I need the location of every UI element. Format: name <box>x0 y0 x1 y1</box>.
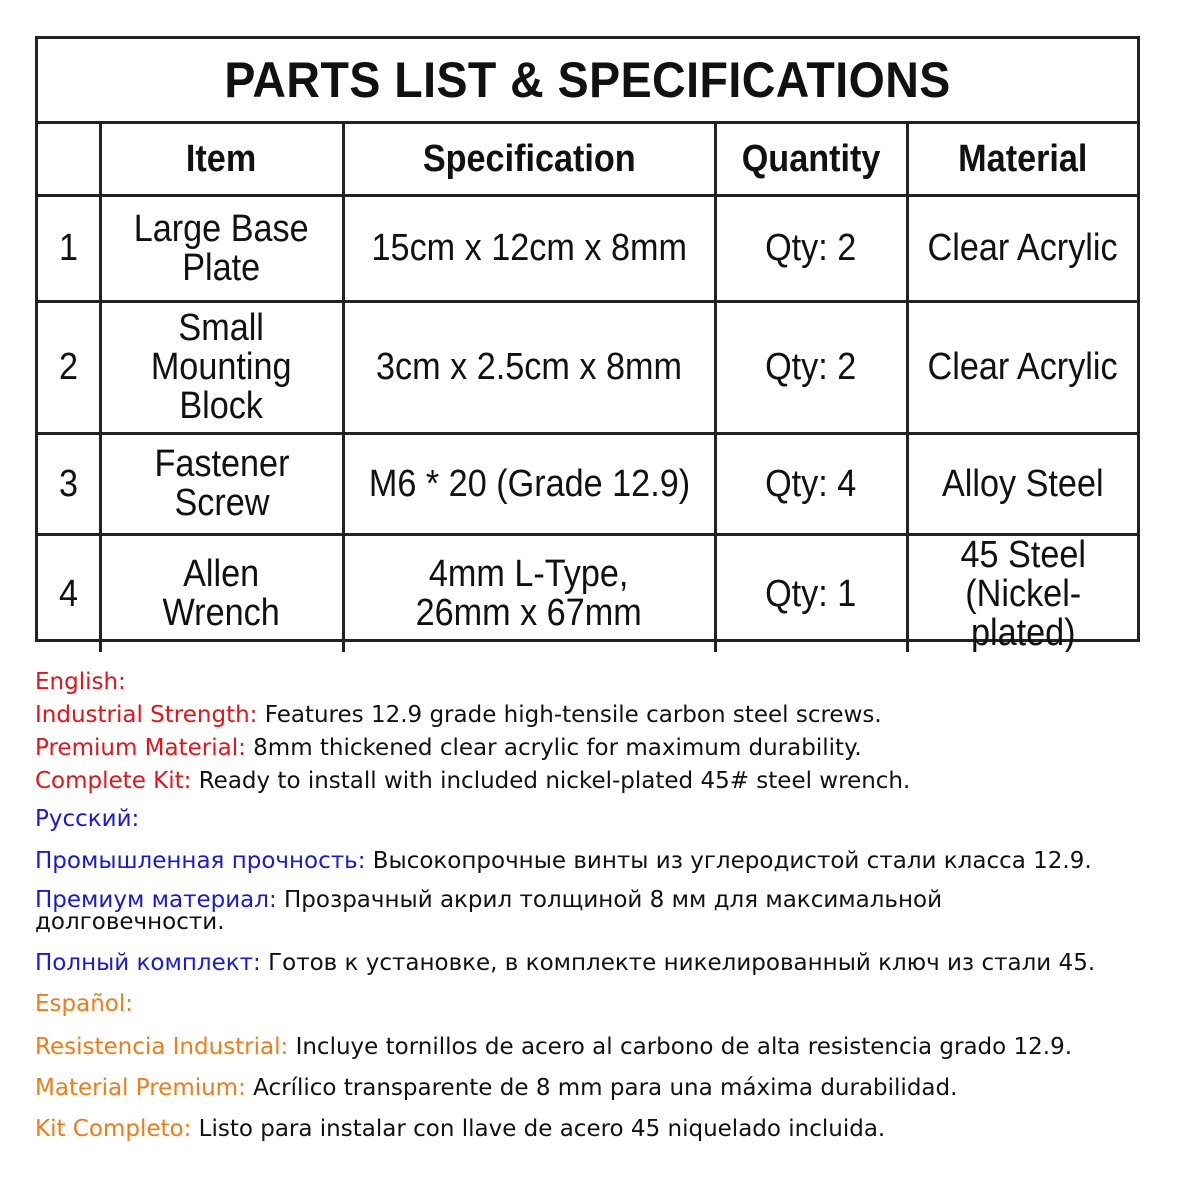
feature-text: Listo para instalar con llave de acero 45 niquelado incluida. <box>191 1116 886 1142</box>
row-number: 4 <box>38 535 100 653</box>
row-item: Large Base Plate <box>100 196 343 302</box>
russian-feature-line <box>35 849 1092 874</box>
table-row <box>38 434 1137 535</box>
row-specification: 3cm x 2.5cm x 8mm <box>343 302 715 434</box>
feature-label: Премиум материал: <box>35 887 277 913</box>
row-specification: 4mm L-Type, 26mm x 67mm <box>343 535 715 653</box>
row-item: Allen Wrench <box>100 535 343 653</box>
row-material: 45 Steel (Nickel-plated) <box>907 535 1137 653</box>
header-material: Material <box>907 124 1137 196</box>
feature-label: Resistencia Industrial: <box>35 1034 289 1060</box>
feature-text: Incluye tornillos de acero al carbono de alta resistencia grado 12.9. <box>288 1034 1073 1060</box>
header-quantity: Quantity <box>715 124 907 196</box>
feature-text: 8mm thickened clear acrylic for maximum durability. <box>245 735 862 761</box>
table-title-row <box>38 39 1137 124</box>
row-item: Small Mounting Block <box>100 302 343 434</box>
russian-heading: Русский: <box>35 806 140 832</box>
row-specification: M6 * 20 (Grade 12.9) <box>343 434 715 535</box>
feature-label: Premium Material: <box>35 735 246 761</box>
spanish-feature-line <box>35 1076 957 1101</box>
row-quantity: Qty: 2 <box>715 302 907 434</box>
feature-text: Features 12.9 grade high-tensile carbon steel screws. <box>257 702 882 728</box>
russian-feature-line <box>35 887 1085 935</box>
spanish-feature-line <box>35 1117 885 1142</box>
feature-label: Промышленная прочность: <box>35 848 366 874</box>
feature-text: Ready to install with included nickel-plated 45# steel wrench. <box>191 768 911 794</box>
row-item: Fastener Screw <box>100 434 343 535</box>
table-row <box>38 196 1137 302</box>
header-specification: Specification <box>343 124 715 196</box>
feature-label: Industrial Strength: <box>35 702 258 728</box>
row-specification: 15cm x 12cm x 8mm <box>343 196 715 302</box>
english-heading: English: <box>35 669 126 695</box>
feature-text: Высокопрочные винты из углеродистой стали класса 12.9. <box>365 848 1092 874</box>
row-number: 2 <box>38 302 100 434</box>
row-material: Clear Acrylic <box>907 196 1137 302</box>
russian-feature-line <box>35 951 1095 976</box>
feature-label: Полный комплект: <box>35 950 261 976</box>
row-material: Clear Acrylic <box>907 302 1137 434</box>
row-quantity: Qty: 2 <box>715 196 907 302</box>
row-quantity: Qty: 4 <box>715 434 907 535</box>
table-row <box>38 535 1137 653</box>
feature-label: Kit Completo: <box>35 1116 192 1142</box>
header-item: Item <box>100 124 343 196</box>
feature-text: Готов к установке, в комплекте никелированный ключ из стали 45. <box>260 950 1096 976</box>
feature-label: Material Premium: <box>35 1075 246 1101</box>
spanish-feature-line <box>35 1035 1072 1060</box>
english-feature-line <box>35 769 910 794</box>
row-number: 3 <box>38 434 100 535</box>
row-material: Alloy Steel <box>907 434 1137 535</box>
english-feature-line <box>35 703 882 728</box>
row-quantity: Qty: 1 <box>715 535 907 653</box>
table-title: PARTS LIST & SPECIFICATIONS <box>224 52 951 108</box>
feature-label: Complete Kit: <box>35 768 192 794</box>
feature-text: Acrílico transparente de 8 mm para una máxima durabilidad. <box>245 1075 958 1101</box>
spanish-heading: Español: <box>35 991 133 1017</box>
feature-text: Прозрачный акрил толщиной 8 мм для максимальной долговечности. <box>35 887 943 935</box>
table-row <box>38 302 1137 434</box>
header-number <box>38 124 100 196</box>
row-number: 1 <box>38 196 100 302</box>
parts-table <box>35 36 1140 653</box>
english-feature-line <box>35 736 862 761</box>
parts-grid <box>38 124 1137 652</box>
header-row <box>38 124 1137 196</box>
